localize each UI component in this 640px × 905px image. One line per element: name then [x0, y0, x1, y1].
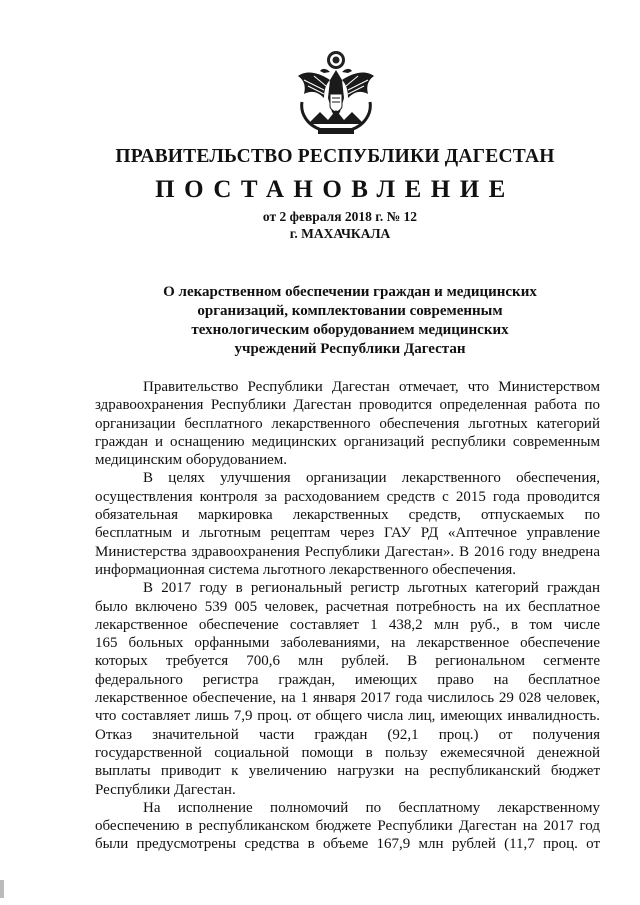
text-line: В целях улучшения организации лекарственного обеспечения, [143, 470, 600, 487]
paragraph [95, 469, 600, 579]
text-line: Министерства здравоохранения Республики Дагестан». В 2016 году внедрена [95, 543, 600, 560]
paragraph [95, 799, 600, 854]
dagestan-coat-of-arms-icon [294, 46, 378, 138]
document-subject [150, 283, 550, 359]
text-line: которых требуется 700,6 млн рублей. В региональном сегменте [95, 653, 600, 670]
text-line: медицинским оборудованием. [95, 452, 288, 469]
text-line: Отказ значительной части граждан (92,1 проц.) от получения [95, 726, 600, 743]
text-line: В 2017 году в региональный регистр льготных категорий граждан [143, 580, 600, 597]
text-line: лекарственное обеспечение, на 1 января 2017 года числилось 29 028 человек, [95, 690, 600, 707]
subject-line: технологическим оборудованием медицинских [191, 322, 509, 338]
text-line: что составляет лишь 7,9 проц. от общего числа лиц, имеющих инвалидность. [95, 708, 600, 725]
paragraph [95, 579, 600, 799]
text-line: выплаты приводит к увеличению нагрузки на республиканский бюджет [95, 763, 600, 780]
text-line: Правительство Республики Дагестан отмечает, что Министерством [143, 379, 600, 395]
text-line: государственной социальной помощи в пользу ежемесячной денежной [95, 744, 600, 761]
text-line: информационная система льготного лекарственного обеспечения. [95, 561, 517, 578]
subject-line: учреждений Республики Дагестан [234, 341, 466, 357]
scan-edge-mark [0, 880, 4, 898]
text-line: Республики Дагестан. [95, 781, 236, 798]
text-line: На исполнение полномочий по бесплатному лекарственному [143, 799, 600, 816]
subject-line: О лекарственном обеспечении граждан и медицинских [163, 284, 537, 300]
text-line: 165 больных орфанными заболеваниями, на лекарственное обеспечение [95, 635, 600, 652]
subject-line: организаций, комплектовании современным [197, 303, 503, 319]
text-line: были предусмотрены средства в объеме 167,9 млн рублей (11,7 проц. от [95, 836, 600, 853]
text-line: обеспечению в республиканском бюджете Республики Дагестан на 2017 год [95, 818, 600, 835]
city: г. МАХАЧКАЛА [289, 226, 391, 241]
text-line: граждан и оснащению медицинских организаций республики современным [95, 433, 600, 450]
text-line: было включено 539 005 человек, расчетная потребность на их бесплатное [95, 598, 600, 615]
text-line: федерального регистра граждан, имеющих право на бесплатное [95, 671, 600, 688]
document-body [95, 378, 600, 854]
document-type: ПОСТАНОВЛЕНИЕ [155, 176, 515, 203]
text-line: здравоохранения Республики Дагестан проводится определенная работа по [95, 397, 600, 414]
date-number: от 2 февраля 2018 г. № 12 [262, 209, 418, 224]
government-name: ПРАВИТЕЛЬСТВО РЕСПУБЛИКИ ДАГЕСТАН [115, 146, 555, 167]
paragraph [95, 378, 600, 469]
text-line: обязательная маркировка лекарственных средств, отпускаемых по [95, 507, 600, 524]
text-line: организации бесплатного лекарственного обеспечения льготных категорий [95, 415, 600, 432]
text-line: бесплатным и льготным рецептам через ГАУ РД «Аптечное управление [95, 525, 600, 542]
text-line: осуществления контроля за расходованием средств с 2015 года проводится [95, 488, 600, 505]
text-line: лекарственное обеспечение составляет 1 438,2 млн руб., в том числе [95, 616, 600, 633]
